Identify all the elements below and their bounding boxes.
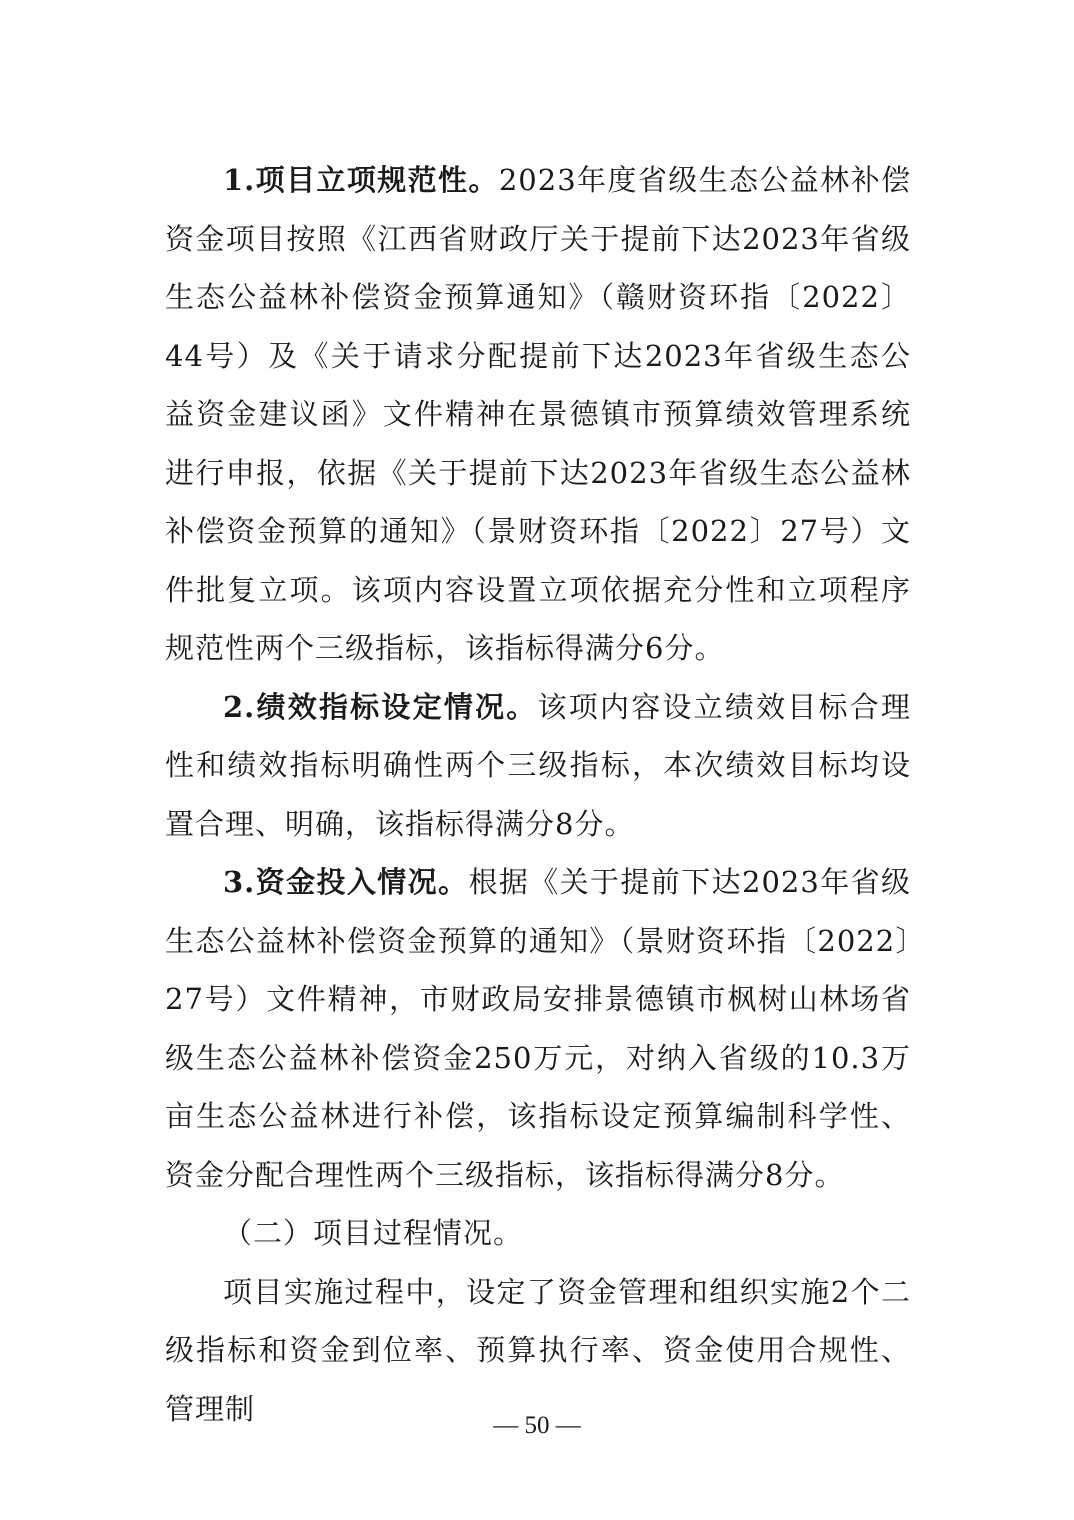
paragraph-project-approval: [165, 151, 911, 678]
paragraph-text: 项目实施过程中，设定了资金管理和组织实施2个二级指标和资金到位率、预算执行率、资金使用合规性、管理制: [165, 1274, 911, 1426]
paragraph-text: 2023年度省级生态公益林补偿资金项目按照《江西省财政厅关于提前下达2023年省级生态公益林补偿资金预算通知》（赣财资环指〔2022〕44号）及《关于请求分配提前下达2023年省级生态公益资金建议函》文件精神在景德镇市预算绩效管理系统进行申报，依据《关于提前下达2023年省级生态公益林补偿资金预算的通知》（景财资环指〔2022〕27号）文件批复立项。该项内容设置立项依据充分性和立项程序规范性两个三级指标，该指标得满分6分。: [165, 163, 911, 665]
paragraph-text: （二）项目过程情况。: [223, 1216, 524, 1250]
section-heading-project-process: [165, 1204, 911, 1263]
paragraph-heading: 1.项目立项规范性。: [223, 163, 499, 197]
paragraph-heading: 2.绩效指标设定情况。: [223, 689, 538, 724]
paragraph-funding-input: [165, 853, 911, 1204]
paragraph-text: 根据《关于提前下达2023年省级生态公益林补偿资金预算的通知》（景财资环指〔2022〕27号）文件精神，市财政局安排景德镇市枫树山林场省级生态公益林补偿资金250万元，对纳入省级的10.3万亩生态公益林进行补偿，该指标设定预算编制科学性、资金分配合理性两个三级指标，该指标得满分8分。: [165, 865, 911, 1192]
paragraph-text: 该项内容设立绩效目标合理性和绩效指标明确性两个三级指标，本次绩效目标均设置合理、明确，该指标得满分8分。: [165, 689, 911, 841]
paragraph-heading: 3.资金投入情况。: [223, 865, 469, 899]
document-body: [165, 151, 911, 1438]
paragraph-performance-indicators: [165, 678, 911, 854]
page-number: — 50 —: [493, 1412, 581, 1439]
